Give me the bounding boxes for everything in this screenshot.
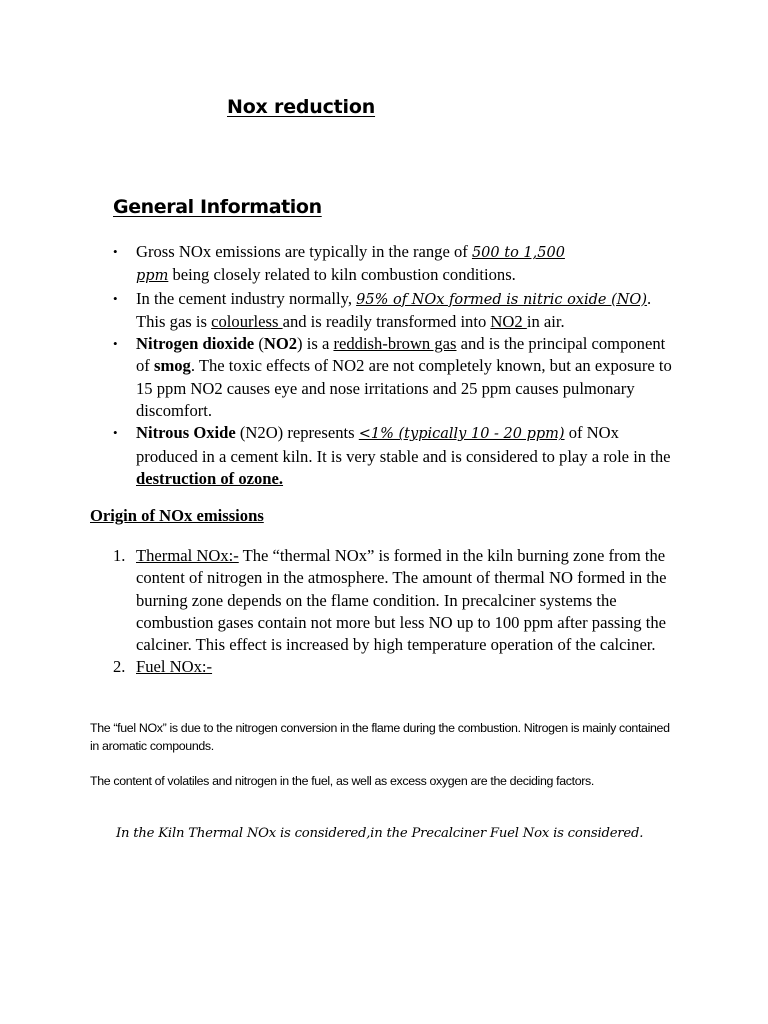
general-information-heading: General Information [113,196,322,218]
reddish-brown-term: reddish-brown gas [333,334,457,354]
nitrous-oxide-share: <1% (typically 10 - 20 ppm) [358,426,565,443]
text: In the cement industry normally, [136,288,357,308]
list-item-thermal-nox [113,545,683,656]
ozone-destruction-term: destruction of ozone. [136,468,284,488]
emission-unit: ppm [136,268,169,285]
no2-term: NO2 [490,311,527,331]
smog-term: smog [153,356,191,376]
text: in air. [526,311,565,331]
bullet-item-nitrous-oxide [113,422,683,490]
text: . The toxic effects of NO2 are not completely known, but an exposure to 15 ppm NO2 causes eye and nose irritations and 25 ppm causes pulmonary discomfort. [136,356,672,421]
text: being closely related to kiln combustion conditions. [168,265,516,285]
text: of NOx produced in a cement kiln. It is very stable and is considered to play a role in the [136,423,671,466]
text: and is readily transformed into [282,311,491,331]
fuel-nox-label: Fuel NOx:- [136,657,213,677]
text: Gross NOx emissions are typically in the range of [136,242,472,261]
item-number: 1. [113,546,126,565]
nitric-oxide-share: 95% of NOx formed is nitric oxide (NO) [356,291,647,308]
origin-list [113,545,683,679]
nitrogen-dioxide-term: Nitrogen dioxide [136,334,255,354]
document-title: Nox reduction [227,96,376,118]
text: ) is a [297,334,334,354]
thermal-nox-label: Thermal NOx:- [136,546,239,565]
nitrous-oxide-term: Nitrous Oxide [136,423,236,443]
text: The “thermal NOx” is formed in the kiln burning zone from the content of nitrogen in the atmosphere. The amount of thermal NO formed in the burning zone depends on the flame condition. In precalciner systems the combustion gases contain not more but less NO up to 100 ppm after passing the calciner. This effect is increased by high temperature operation of the calciner. [136,546,667,655]
text: and is the principal component of [136,334,666,376]
deciding-factors-paragraph: The content of volatiles and nitrogen in the fuel, as well as excess oxygen are the deciding factors. [90,774,594,788]
no2-formula: NO2 [263,334,298,354]
fuel-nox-paragraph: The “fuel NOx” is due to the nitrogen conversion in the flame during the combustion. Nitrogen is mainly contained in aromatic compounds. [90,721,670,753]
closing-note: In the Kiln Thermal NOx is considered,in the Precalciner Fuel Nox is considered. [116,826,644,841]
text: ( [254,334,264,354]
list-item-fuel-nox [113,656,683,678]
origin-heading: Origin of NOx emissions [90,506,264,525]
item-number: 2. [113,657,126,677]
text: . This gas is [136,288,652,331]
general-information-list [113,241,683,490]
text: (N2O) represents [235,423,359,443]
bullet-item-gross-nox [113,241,683,288]
bullet-item-nitric-oxide [113,288,683,334]
colourless-term: colourless [211,311,283,331]
emission-range: 500 to 1,500 [471,245,565,261]
bullet-item-nitrogen-dioxide [113,333,683,422]
